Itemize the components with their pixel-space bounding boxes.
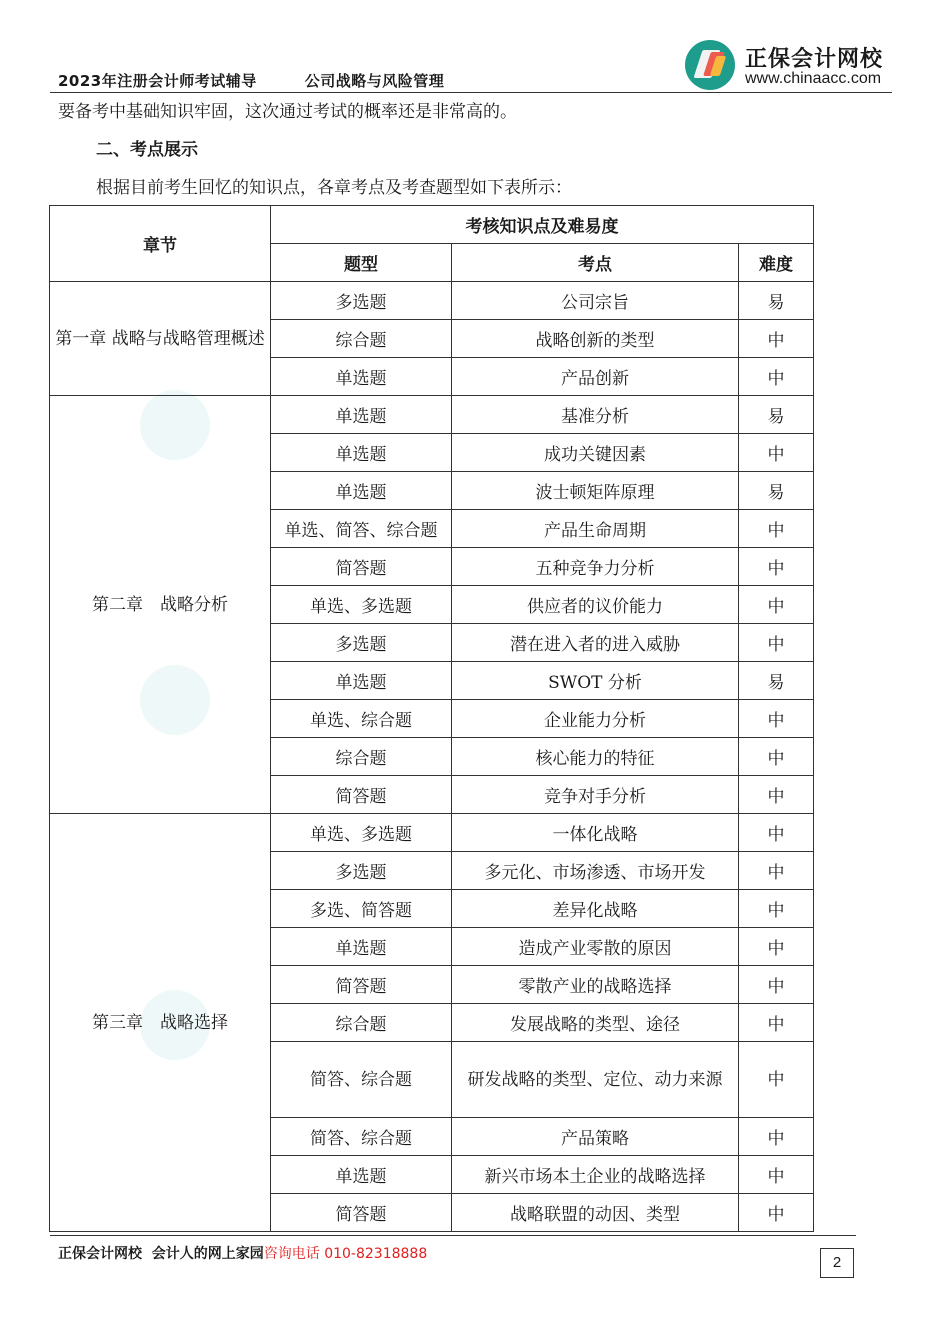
difficulty-cell: 中 bbox=[739, 1194, 814, 1232]
point-cell: 产品策略 bbox=[452, 1118, 739, 1156]
table-row bbox=[50, 814, 814, 852]
difficulty-cell: 中 bbox=[739, 738, 814, 776]
difficulty-cell: 中 bbox=[739, 1004, 814, 1042]
subject-title: 公司战略与风险管理 bbox=[304, 72, 445, 90]
difficulty-cell: 中 bbox=[739, 1042, 814, 1118]
exam-points-table bbox=[49, 205, 814, 1232]
header-divider bbox=[50, 92, 892, 93]
point-cell: 企业能力分析 bbox=[452, 700, 739, 738]
type-cell: 综合题 bbox=[271, 1004, 452, 1042]
table-row bbox=[50, 396, 814, 434]
brand-logo bbox=[685, 40, 905, 92]
type-cell: 综合题 bbox=[271, 320, 452, 358]
point-cell: 潜在进入者的进入威胁 bbox=[452, 624, 739, 662]
footer-brand: 正保会计网校 bbox=[58, 1246, 142, 1262]
difficulty-cell: 中 bbox=[739, 586, 814, 624]
page-footer bbox=[58, 1243, 427, 1263]
point-cell: 多元化、市场渗透、市场开发 bbox=[452, 852, 739, 890]
difficulty-cell: 易 bbox=[739, 662, 814, 700]
table-body bbox=[50, 282, 814, 1232]
type-cell: 单选题 bbox=[271, 662, 452, 700]
point-cell: 核心能力的特征 bbox=[452, 738, 739, 776]
difficulty-cell: 中 bbox=[739, 510, 814, 548]
header-type: 题型 bbox=[271, 244, 452, 282]
point-cell: 造成产业零散的原因 bbox=[452, 928, 739, 966]
point-cell: 产品生命周期 bbox=[452, 510, 739, 548]
point-cell: 战略创新的类型 bbox=[452, 320, 739, 358]
type-cell: 单选题 bbox=[271, 358, 452, 396]
point-cell: 新兴市场本土企业的战略选择 bbox=[452, 1156, 739, 1194]
point-cell: 竞争对手分析 bbox=[452, 776, 739, 814]
difficulty-cell: 中 bbox=[739, 320, 814, 358]
difficulty-cell: 易 bbox=[739, 396, 814, 434]
point-cell: 公司宗旨 bbox=[452, 282, 739, 320]
point-cell: 供应者的议价能力 bbox=[452, 586, 739, 624]
point-cell: 差异化战略 bbox=[452, 890, 739, 928]
type-cell: 单选、多选题 bbox=[271, 814, 452, 852]
difficulty-cell: 中 bbox=[739, 624, 814, 662]
point-cell: 波士顿矩阵原理 bbox=[452, 472, 739, 510]
type-cell: 综合题 bbox=[271, 738, 452, 776]
footer-slogan: 会计人的网上家园 bbox=[151, 1246, 264, 1262]
header-chapter: 章节 bbox=[50, 206, 271, 282]
difficulty-cell: 中 bbox=[739, 548, 814, 586]
point-cell: SWOT 分析 bbox=[452, 662, 739, 700]
chapter-cell: 第二章 战略分析 bbox=[50, 396, 271, 814]
type-cell: 多选题 bbox=[271, 282, 452, 320]
difficulty-cell: 中 bbox=[739, 890, 814, 928]
difficulty-cell: 中 bbox=[739, 434, 814, 472]
logo-url: www.chinaacc.com bbox=[745, 70, 882, 87]
difficulty-cell: 易 bbox=[739, 282, 814, 320]
type-cell: 简答、综合题 bbox=[271, 1042, 452, 1118]
difficulty-cell: 中 bbox=[739, 852, 814, 890]
point-cell: 基准分析 bbox=[452, 396, 739, 434]
type-cell: 单选题 bbox=[271, 396, 452, 434]
point-cell: 一体化战略 bbox=[452, 814, 739, 852]
type-cell: 简答题 bbox=[271, 966, 452, 1004]
type-cell: 简答题 bbox=[271, 776, 452, 814]
point-cell: 五种竞争力分析 bbox=[452, 548, 739, 586]
point-cell: 零散产业的战略选择 bbox=[452, 966, 739, 1004]
page-number: 2 bbox=[820, 1248, 854, 1278]
exam-title: 2023年注册会计师考试辅导 bbox=[58, 72, 257, 90]
difficulty-cell: 中 bbox=[739, 700, 814, 738]
difficulty-cell: 中 bbox=[739, 358, 814, 396]
point-cell: 成功关键因素 bbox=[452, 434, 739, 472]
difficulty-cell: 易 bbox=[739, 472, 814, 510]
type-cell: 单选、综合题 bbox=[271, 700, 452, 738]
difficulty-cell: 中 bbox=[739, 776, 814, 814]
type-cell: 单选题 bbox=[271, 1156, 452, 1194]
footer-phone: 咨询电话 010-82318888 bbox=[263, 1246, 428, 1262]
header-group: 考核知识点及难易度 bbox=[271, 206, 814, 244]
point-cell: 战略联盟的动因、类型 bbox=[452, 1194, 739, 1232]
point-cell: 研发战略的类型、定位、动力来源 bbox=[452, 1042, 739, 1118]
type-cell: 多选题 bbox=[271, 624, 452, 662]
type-cell: 多选、简答题 bbox=[271, 890, 452, 928]
footer-divider bbox=[50, 1235, 856, 1236]
type-cell: 简答题 bbox=[271, 1194, 452, 1232]
paragraph-continuation: 要备考中基础知识牢固，这次通过考试的概率还是非常高的。 bbox=[58, 102, 517, 122]
table-row bbox=[50, 282, 814, 320]
header-point: 考点 bbox=[452, 244, 739, 282]
difficulty-cell: 中 bbox=[739, 928, 814, 966]
type-cell: 简答、综合题 bbox=[271, 1118, 452, 1156]
type-cell: 单选题 bbox=[271, 434, 452, 472]
difficulty-cell: 中 bbox=[739, 966, 814, 1004]
type-cell: 单选、简答、综合题 bbox=[271, 510, 452, 548]
type-cell: 单选、多选题 bbox=[271, 586, 452, 624]
running-header bbox=[58, 70, 444, 91]
difficulty-cell: 中 bbox=[739, 1118, 814, 1156]
type-cell: 简答题 bbox=[271, 548, 452, 586]
point-cell: 发展战略的类型、途径 bbox=[452, 1004, 739, 1042]
section-heading: 二、考点展示 bbox=[96, 140, 198, 160]
header-difficulty: 难度 bbox=[739, 244, 814, 282]
type-cell: 多选题 bbox=[271, 852, 452, 890]
table-intro: 根据目前考生回忆的知识点，各章考点及考查题型如下表所示： bbox=[96, 178, 572, 198]
difficulty-cell: 中 bbox=[739, 814, 814, 852]
difficulty-cell: 中 bbox=[739, 1156, 814, 1194]
logo-mark-icon bbox=[685, 40, 735, 90]
chapter-cell: 第三章 战略选择 bbox=[50, 814, 271, 1232]
type-cell: 单选题 bbox=[271, 472, 452, 510]
chapter-cell: 第一章 战略与战略管理概述 bbox=[50, 282, 271, 396]
type-cell: 单选题 bbox=[271, 928, 452, 966]
logo-name: 正保会计网校 bbox=[745, 47, 884, 72]
point-cell: 产品创新 bbox=[452, 358, 739, 396]
